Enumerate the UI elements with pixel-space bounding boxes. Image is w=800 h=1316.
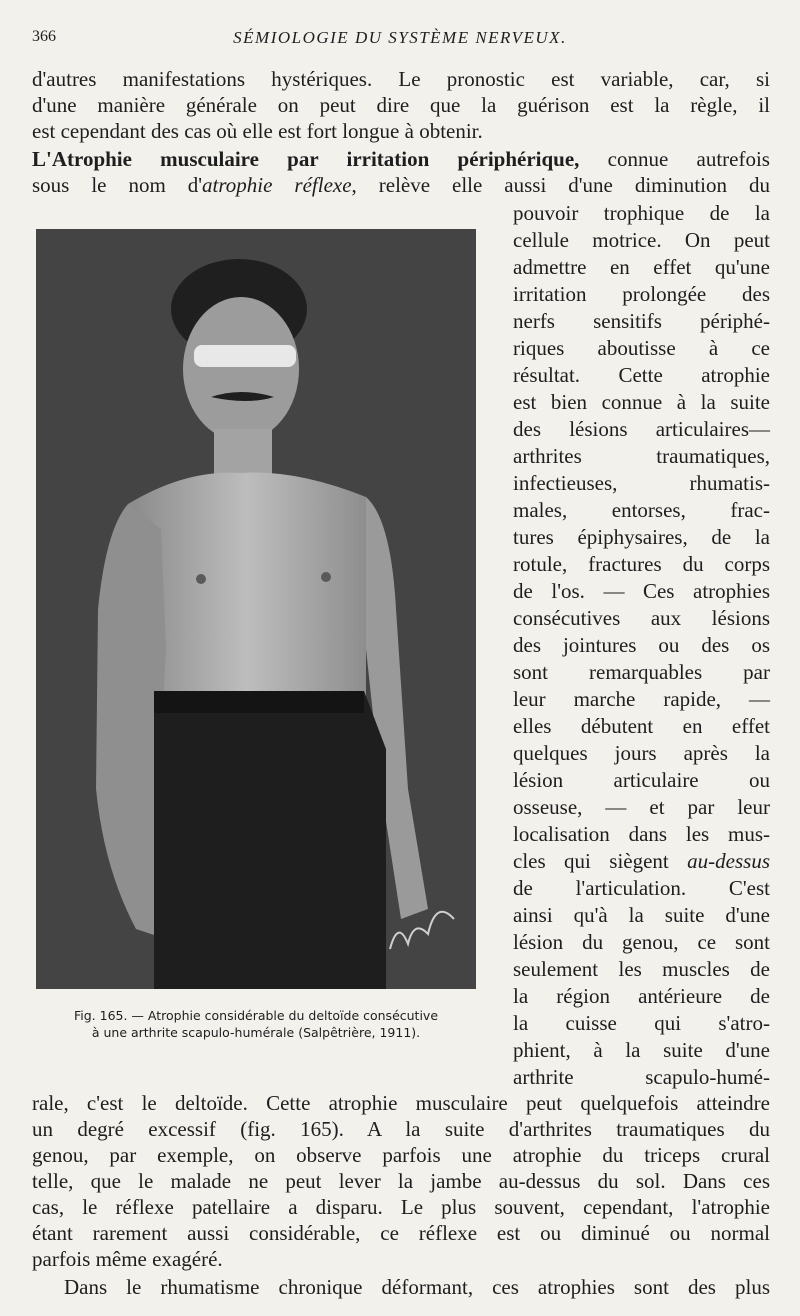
text-line: un degré excessif (fig. 165). A la suite d'arthrites traumatiques du xyxy=(32,1117,770,1141)
text-line: telle, que le malade ne peut lever la jambe au-dessus du sol. Dans ces xyxy=(32,1169,770,1193)
column-line: riques aboutisse à ce xyxy=(513,336,770,360)
emphasis-term: au-dessus xyxy=(687,849,770,873)
patient-photo-illustration xyxy=(36,229,476,989)
column-line: la région antérieure de xyxy=(513,984,770,1008)
column-line: lésion du genou, ce sont xyxy=(513,930,770,954)
column-line: lésion articulaire ou xyxy=(513,768,770,792)
column-line: consécutives aux lésions xyxy=(513,606,770,630)
column-line: cellule motrice. On peut xyxy=(513,228,770,252)
column-line: arthrite scapulo-humé- xyxy=(513,1065,770,1089)
column-line: localisation dans les mus- xyxy=(513,822,770,846)
column-line: pouvoir trophique de la xyxy=(513,201,770,225)
column-line: de l'articulation. C'est xyxy=(513,876,770,900)
text-line: cas, le réflexe patellaire a disparu. Le plus souvent, cependant, l'atrophie xyxy=(32,1195,770,1219)
column-line: phient, à la suite d'une xyxy=(513,1038,770,1062)
text-line: Dans le rhumatisme chronique déformant, ces atrophies sont des plus xyxy=(64,1275,770,1299)
emphasis-term: atrophie réflexe xyxy=(202,173,352,197)
running-title: SÉMIOLOGIE DU SYSTÈME NERVEUX. xyxy=(233,28,567,47)
column-line: leur marche rapide, — xyxy=(513,687,770,711)
text-line: parfois même exagéré. xyxy=(32,1247,223,1271)
column-line: males, entorses, frac- xyxy=(513,498,770,522)
column-line: admettre en effet qu'une xyxy=(513,255,770,279)
column-line: rotule, fractures du corps xyxy=(513,552,770,576)
text-line: étant rarement aussi considérable, ce réflexe est ou diminué ou normal xyxy=(32,1221,770,1245)
column-line: elles débutent en effet xyxy=(513,714,770,738)
page-header xyxy=(32,28,768,54)
column-line: des jointures ou des os xyxy=(513,633,770,657)
column-line: seulement les muscles de xyxy=(513,957,770,981)
figure-caption-line: à une arthrite scapulo-humérale (Salpêtrière, 1911). xyxy=(91,1025,421,1040)
text-line: d'autres manifestations hystériques. Le pronostic est variable, car, si xyxy=(32,67,770,91)
page-number: 366 xyxy=(32,28,56,45)
text-line: rale, c'est le deltoïde. Cette atrophie musculaire peut quelquefois atteindre xyxy=(32,1091,770,1115)
column-line: ainsi qu'à la suite d'une xyxy=(513,903,770,927)
column-line: infectieuses, rhumatis- xyxy=(513,471,770,495)
column-line: quelques jours après la xyxy=(513,741,770,765)
column-line: résultat. Cette atrophie xyxy=(513,363,770,387)
figure-caption-line: Fig. 165. — Atrophie considérable du deltoïde consécutive xyxy=(73,1008,439,1023)
column-line: irritation prolongée des xyxy=(513,282,770,306)
column-line: nerfs sensitifs périphé- xyxy=(513,309,770,333)
column-line: est bien connue à la suite xyxy=(513,390,770,414)
figure-photograph xyxy=(36,229,476,989)
column-line: des lésions articulaires— xyxy=(513,417,770,441)
text-line: sous le nom d'atrophie réflexe, relève elle aussi d'une diminution du xyxy=(32,173,770,197)
text-line: L'Atrophie musculaire par irritation périphérique, connue autrefois xyxy=(32,147,770,171)
column-line: la cuisse qui s'atro- xyxy=(513,1011,770,1035)
section-heading: L'Atrophie musculaire par irritation périphérique, xyxy=(32,147,580,171)
text-line: est cependant des cas où elle est fort longue à obtenir. xyxy=(32,119,483,143)
column-line: tures épiphysaires, de la xyxy=(513,525,770,549)
text-line: genou, par exemple, on observe parfois une atrophie du triceps crural xyxy=(32,1143,770,1167)
column-line: sont remarquables par xyxy=(513,660,770,684)
column-line: arthrites traumatiques, xyxy=(513,444,770,468)
column-line: de l'os. — Ces atrophies xyxy=(513,579,770,603)
text-line: d'une manière générale on peut dire que la guérison est la règle, il xyxy=(32,93,770,117)
column-line: cles qui siègent au-dessus xyxy=(513,849,770,873)
column-line: osseuse, — et par leur xyxy=(513,795,770,819)
